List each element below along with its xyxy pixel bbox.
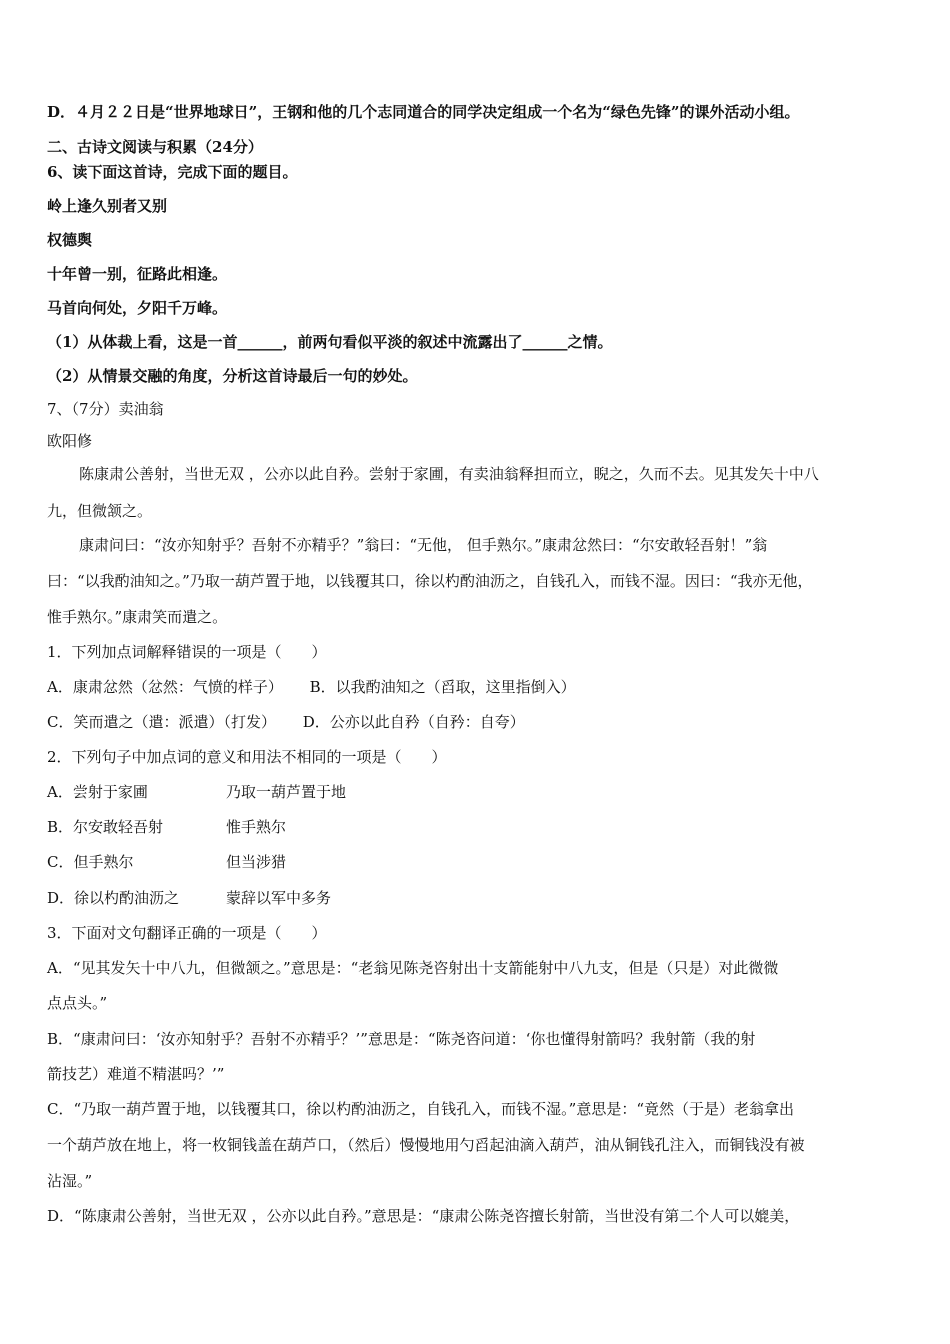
passage-paragraph-1: 陈康肃公善射，当世无双 ，公亦以此自矜。尝射于家圃，有卖油翁释担而立，睨之，久而不去。见其发矢十中八 (79, 465, 819, 483)
question-7-title: 7、（7分）卖油翁 (47, 400, 164, 418)
passage-paragraph-2: 康肃问曰：“汝亦知射乎？吾射不亦精乎？”翁曰：“无他， 但手熟尔。”康肃忿然曰：“尔安敢轻吾射！”翁 (79, 536, 768, 554)
poem-author: 权德舆 (47, 231, 93, 249)
passage-paragraph-1-cont: 九，但微颔之。 (47, 502, 153, 520)
q2-option-c-right: 但当涉猎 (226, 853, 287, 871)
option-c: C．笑而遣之（遣：派遣）（打发） (47, 713, 276, 731)
q3-option-c-end: 沾湿。” (47, 1172, 93, 1190)
q3-option-c-cont: 一个葫芦放在地上，将一枚铜钱盖在葫芦口，（然后）慢慢地用勺舀起油滴入葫芦，油从铜钱孔注入，而铜钱没有被 (47, 1136, 805, 1154)
option-d-line: D．４月２２日是“世界地球日”，王钢和他的几个志同道合的同学决定组成一个名为“绿色先锋”的课外活动小组。 (47, 103, 800, 121)
q3-option-a-cont: 点点头。” (47, 994, 108, 1012)
sub-question-1-options-ab (47, 677, 576, 697)
q3-option-d: D．“陈康肃公善射，当世无双 ，公亦以此自矜。”意思是：“康肃公陈尧咨擅长射箭，当世没有第二个人可以媲美， (47, 1207, 800, 1225)
q2-option-row (47, 888, 907, 908)
q2-option-b-right: 惟手熟尔 (226, 818, 287, 836)
passage-paragraph-2-cont: 曰：“以我酌油知之。”乃取一葫芦置于地，以钱覆其口，徐以杓酌油沥之，自钱孔入，而钱不湿。因曰：“我亦无他， (47, 572, 813, 590)
q2-option-a-left: A．尝射于家圃 (47, 783, 148, 801)
q3-option-c: C．“乃取一葫芦置于地，以钱覆其口，徐以杓酌油沥之，自钱孔入，而钱不湿。”意思是：“竟然（于是）老翁拿出 (47, 1100, 794, 1118)
passage-paragraph-2-end: 惟手熟尔。”康肃笑而遣之。 (47, 608, 228, 626)
sub-question-3: 3．下面对文句翻译正确的一项是（ ） (47, 924, 327, 942)
sub-question-2: 2．下列句子中加点词的意义和用法不相同的一项是（ ） (47, 748, 447, 766)
q2-option-c-left: C．但手熟尔 (47, 853, 134, 871)
q3-option-a: A．“见其发矢十中八九，但微颔之。”意思是：“老翁见陈尧咨射出十支箭能射中八九支，但是（只是）对此微微 (47, 959, 779, 977)
q2-option-d-left: D．徐以杓酌油沥之 (47, 889, 180, 907)
option-a: A．康肃忿然（忿然：气愤的样子） (47, 678, 283, 696)
poem-line-2: 马首向何处，夕阳千万峰。 (47, 299, 228, 317)
question-6-prompt: 6、读下面这首诗，完成下面的题目。 (47, 163, 298, 181)
sub-question-1: 1．下列加点词解释错误的一项是（ ） (47, 643, 327, 661)
question-6-part-1: （1）从体裁上看，这是一首______，前两句看似平淡的叙述中流露出了______之情。 (47, 333, 613, 351)
passage-author: 欧阳修 (47, 432, 93, 450)
question-6-part-2: （2）从情景交融的角度，分析这首诗最后一句的妙处。 (47, 367, 418, 385)
section-heading: 二、古诗文阅读与积累（24分） (47, 138, 263, 156)
q2-option-row (47, 852, 907, 872)
q2-option-d-right: 蒙辞以军中多务 (226, 889, 332, 907)
q2-option-a-right: 乃取一葫芦置于地 (226, 783, 347, 801)
q3-option-b-cont: 箭技艺）难道不精湛吗？’” (47, 1065, 225, 1083)
q2-option-row (47, 782, 907, 802)
poem-line-1: 十年曾一别，征路此相逢。 (47, 265, 228, 283)
option-b: B．以我酌油知之（舀取，这里指倒入） (309, 678, 576, 696)
poem-title: 岭上逢久别者又别 (47, 197, 168, 215)
sub-question-1-options-cd (47, 712, 525, 732)
q2-option-b-left: B．尔安敢轻吾射 (47, 818, 164, 836)
option-d: D．公亦以此自矜（自矜：自夸） (302, 713, 525, 731)
q3-option-b: B．“康肃问曰：‘汝亦知射乎？吾射不亦精乎？’”意思是：“陈尧咨问道：‘你也懂得射箭吗？我射箭（我的射 (47, 1030, 756, 1048)
q2-option-row (47, 817, 907, 837)
